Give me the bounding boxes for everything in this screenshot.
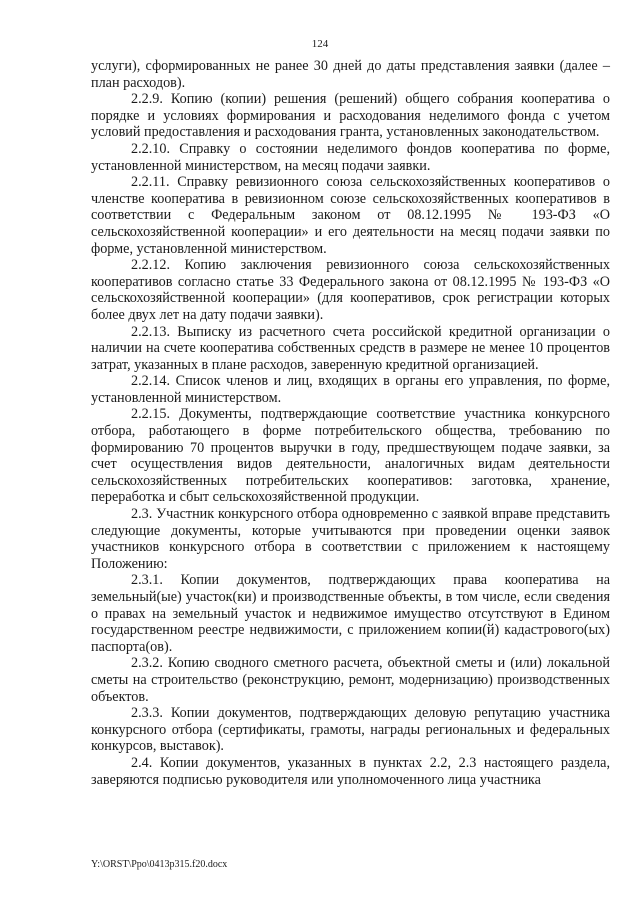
paragraph: 2.2.11. Справку ревизионного союза сельскохозяйственных кооперативов о членстве кооператива в ревизионном союзе сельскохозяйственных кооперативов в соответствии с Федеральным законом от 08.12.1995 № 193-ФЗ «О сельскохозяйственной кооперации» и его деятельности на месяц подачи заявки по форме, установленной министерством. [91, 174, 610, 257]
paragraph: 2.2.9. Копию (копии) решения (решений) общего собрания кооператива о порядке и условиях формирования и расходования неделимого фонда с учетом условий предоставления и расходования гранта, установленных законодательством. [91, 91, 610, 141]
paragraph: услуги), сформированных не ранее 30 дней до даты представления заявки (далее – план расходов). [91, 58, 610, 91]
paragraph: 2.3.2. Копию сводного сметного расчета, объектной сметы и (или) локальной сметы на строительство (реконструкцию, ремонт, модернизацию) производственных объектов. [91, 655, 610, 705]
paragraph: 2.2.15. Документы, подтверждающие соответствие участника конкурсного отбора, работающего в форме потребительского общества, требованию по формированию 70 процентов выручки в году, предшествующем подаче заявки, за счет осуществления видов деятельности, аналогичных видам деятельности сельскохозяйственных потребительских кооперативов: заготовка, хранение, переработка и сбыт сельскохозяйственной продукции. [91, 406, 610, 506]
paragraph: 2.2.10. Справку о состоянии неделимого фондов кооператива по форме, установленной министерством, на месяц подачи заявки. [91, 140, 610, 174]
document-body [91, 58, 610, 788]
footer-file-path: Y:\ORST\Ppo\0413p315.f20.docx [91, 859, 228, 870]
page-number: 124 [311, 38, 329, 50]
paragraph: 2.3.1. Копии документов, подтверждающих права кооператива на земельный(ые) участок(ки) и производственные объекты, в том числе, если сведения о правах на земельный участок и недвижимое имущество отсутствуют в Едином государственном реестре недвижимости, с приложением копии(й) кадастрового(ых) паспорта(ов). [91, 572, 610, 655]
paragraph: 2.3. Участник конкурсного отбора одновременно с заявкой вправе представить следующие документы, которые учитываются при проведении оценки заявок участников конкурсного отбора в соответствии с приложением к настоящему Положению: [91, 506, 610, 572]
paragraph: 2.4. Копии документов, указанных в пунктах 2.2, 2.3 настоящего раздела, заверяются подписью руководителя или уполномоченного лица участника [91, 754, 610, 788]
paragraph: 2.2.14. Список членов и лиц, входящих в органы его управления, по форме, установленной министерством. [91, 373, 610, 406]
paragraph: 2.2.13. Выписку из расчетного счета российской кредитной организации о наличии на счете кооператива собственных средств в размере не менее 10 процентов затрат, указанных в плане расходов, заверенную кредитной организацией. [91, 323, 610, 373]
paragraph: 2.2.12. Копию заключения ревизионного союза сельскохозяйственных кооперативов согласно статье 33 Федерального закона от 08.12.1995 № 193-ФЗ «О сельскохозяйственной кооперации» (для кооперативов, срок регистрации которых более двух лет на дату подачи заявки). [91, 257, 610, 323]
paragraph: 2.3.3. Копии документов, подтверждающих деловую репутацию участника конкурсного отбора (сертификаты, грамоты, награды региональных и федеральных конкурсов, выставок). [91, 705, 610, 755]
